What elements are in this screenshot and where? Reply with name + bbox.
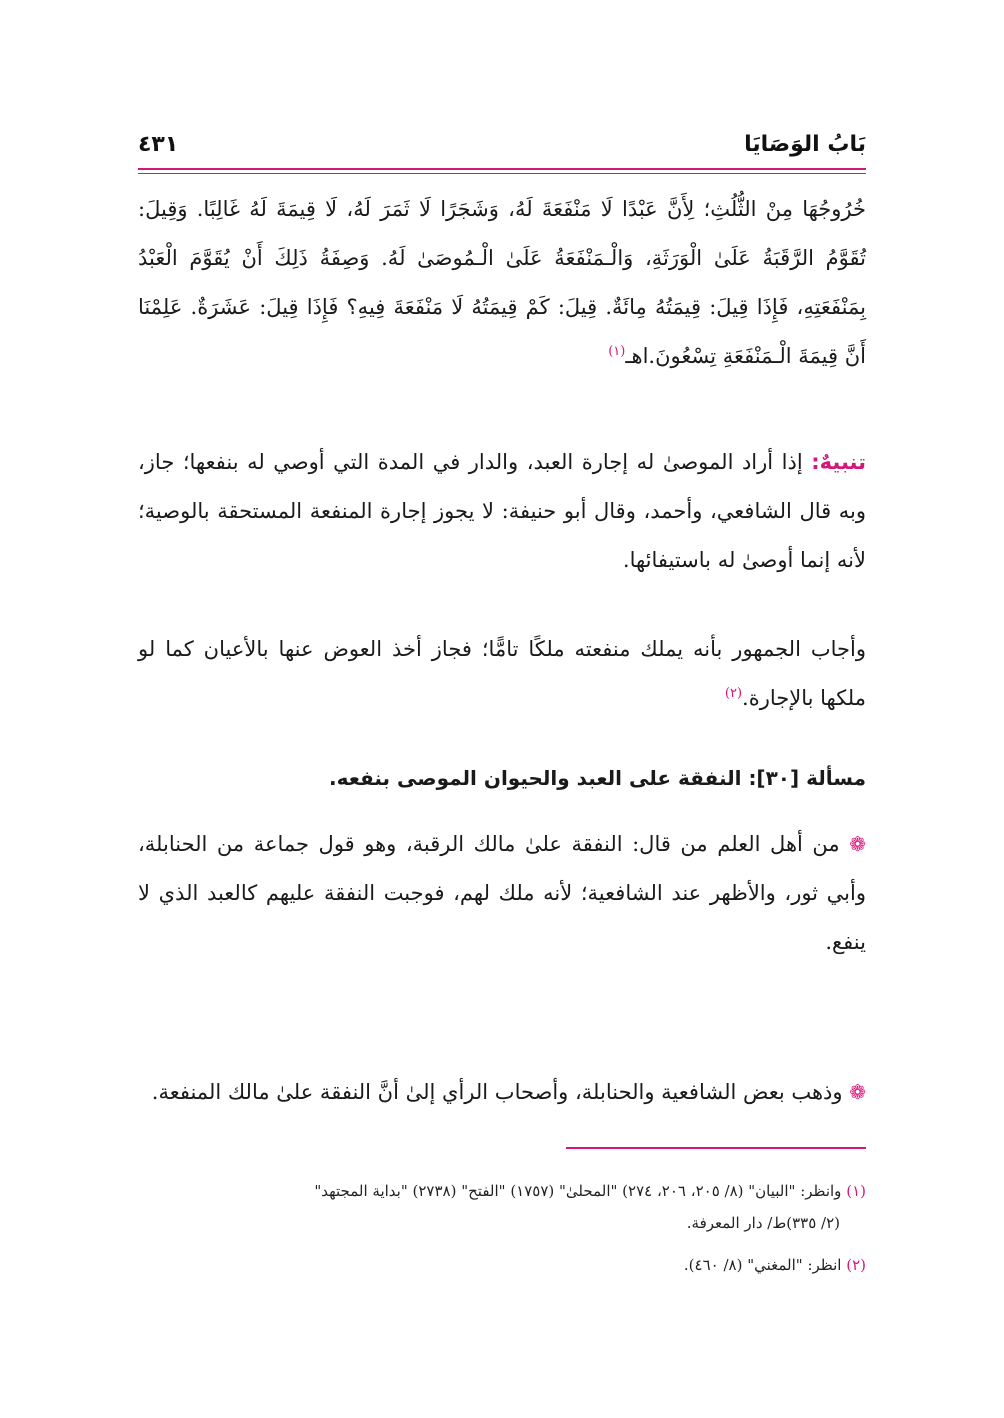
page-header (138, 126, 866, 170)
flower-ornament-icon: ❁ (849, 832, 866, 856)
reply-paragraph (138, 625, 866, 723)
quoted-passage (138, 185, 866, 381)
chapter-title: بَابُ الوَصَايَا (744, 132, 866, 157)
header-rule-thin (138, 173, 866, 174)
note-paragraph (138, 438, 866, 585)
flower-ornament-icon: ❁ (849, 1080, 866, 1104)
footnote-2 (138, 1249, 866, 1281)
footnote-2-line1: انظر: "المغني" (٨/ ٤٦٠). (683, 1256, 842, 1274)
footnote-1-number: (١) (846, 1182, 866, 1200)
opinion-paragraph-2 (138, 1068, 866, 1117)
issue-heading (138, 766, 866, 790)
footnote-separator (566, 1147, 866, 1149)
footnote-ref-2[interactable]: (٢) (724, 686, 743, 701)
footnote-ref-1[interactable]: (١) (608, 344, 626, 359)
footnote-1-line2: (٢/ ٣٣٥)ط/ دار المعرفة. (686, 1214, 840, 1232)
issue-heading-text: مسألة [٣٠]: النفقة على العبد والحيوان الموصى بنفعه. (328, 766, 866, 790)
note-label: تنبيهٌ: (811, 450, 866, 474)
footnote-2-number: (٢) (846, 1256, 866, 1274)
note-text: إذا أراد الموصىٰ له إجارة العبد، والدار في المدة التي أوصي له بنفعها؛ جاز، وبه قال الشافعي، وأحمد، وقال أبو حنيفة: لا يجوز إجارة المنفعة المستحقة بالوصية؛ لأنه إنما أوصىٰ له باستيفائها. (138, 450, 866, 572)
footnotes (138, 1175, 866, 1291)
footnote-1-line1: وانظر: "البيان" (٨/ ٢٠٥، ٢٠٦، ٢٧٤) "المحلىٰ" (١٧٥٧) "الفتح" (٢٧٣٨) "بداية المجتهد" (314, 1182, 842, 1200)
opinion-2-text: وذهب بعض الشافعية والحنابلة، وأصحاب الرأي إلىٰ أنَّ النفقة علىٰ مالك المنفعة. (151, 1080, 843, 1104)
reply-text: وأجاب الجمهور بأنه يملك منفعته ملكًا تامًّا؛ فجاز أخذ العوض عنها بالأعيان كما لو ملكها بالإجارة. (138, 637, 866, 710)
page-number: ٤٣١ (138, 132, 179, 157)
opinion-paragraph-1 (138, 820, 866, 967)
quoted-passage-text: خُرُوجُهَا مِنْ الثُّلُثِ؛ لِأَنَّ عَبْدًا لَا مَنْفَعَةَ لَهُ، وَشَجَرًا لَا ثَمَرَ لَهُ، لَا قِيمَةَ لَهُ غَالِبًا. وَقِيلَ: تُقَوَّمُ الرَّقَبَةُ عَلَىٰ الْوَرَثَةِ، وَالْـمَنْفَعَةُ عَلَىٰ الْـمُوصَىٰ لَهُ. وَصِفَةُ ذَلِكَ أَنْ يُقَوَّمَ الْعَبْدُ بِمَنْفَعَتِهِ، فَإِذَا قِيلَ: قِيمَتُهُ مِائَةٌ. قِيلَ: كَمْ قِيمَتُهُ لَا مَنْفَعَةَ فِيهِ؟ فَإِذَا قِيلَ: عَشَرَةٌ. عَلِمْنَا أَنَّ قِيمَةَ الْـمَنْفَعَةِ تِسْعُونَ.اهـ (138, 197, 866, 368)
footnote-1 (138, 1175, 866, 1239)
header-rule (138, 168, 866, 170)
opinion-1-text: من أهل العلم من قال: النفقة علىٰ مالك الرقبة، وهو قول جماعة من الحنابلة، وأبي ثور، والأظهر عند الشافعية؛ لأنه ملك لهم، فوجبت النفقة عليهم كالعبد الذي لا ينفع. (138, 832, 866, 954)
